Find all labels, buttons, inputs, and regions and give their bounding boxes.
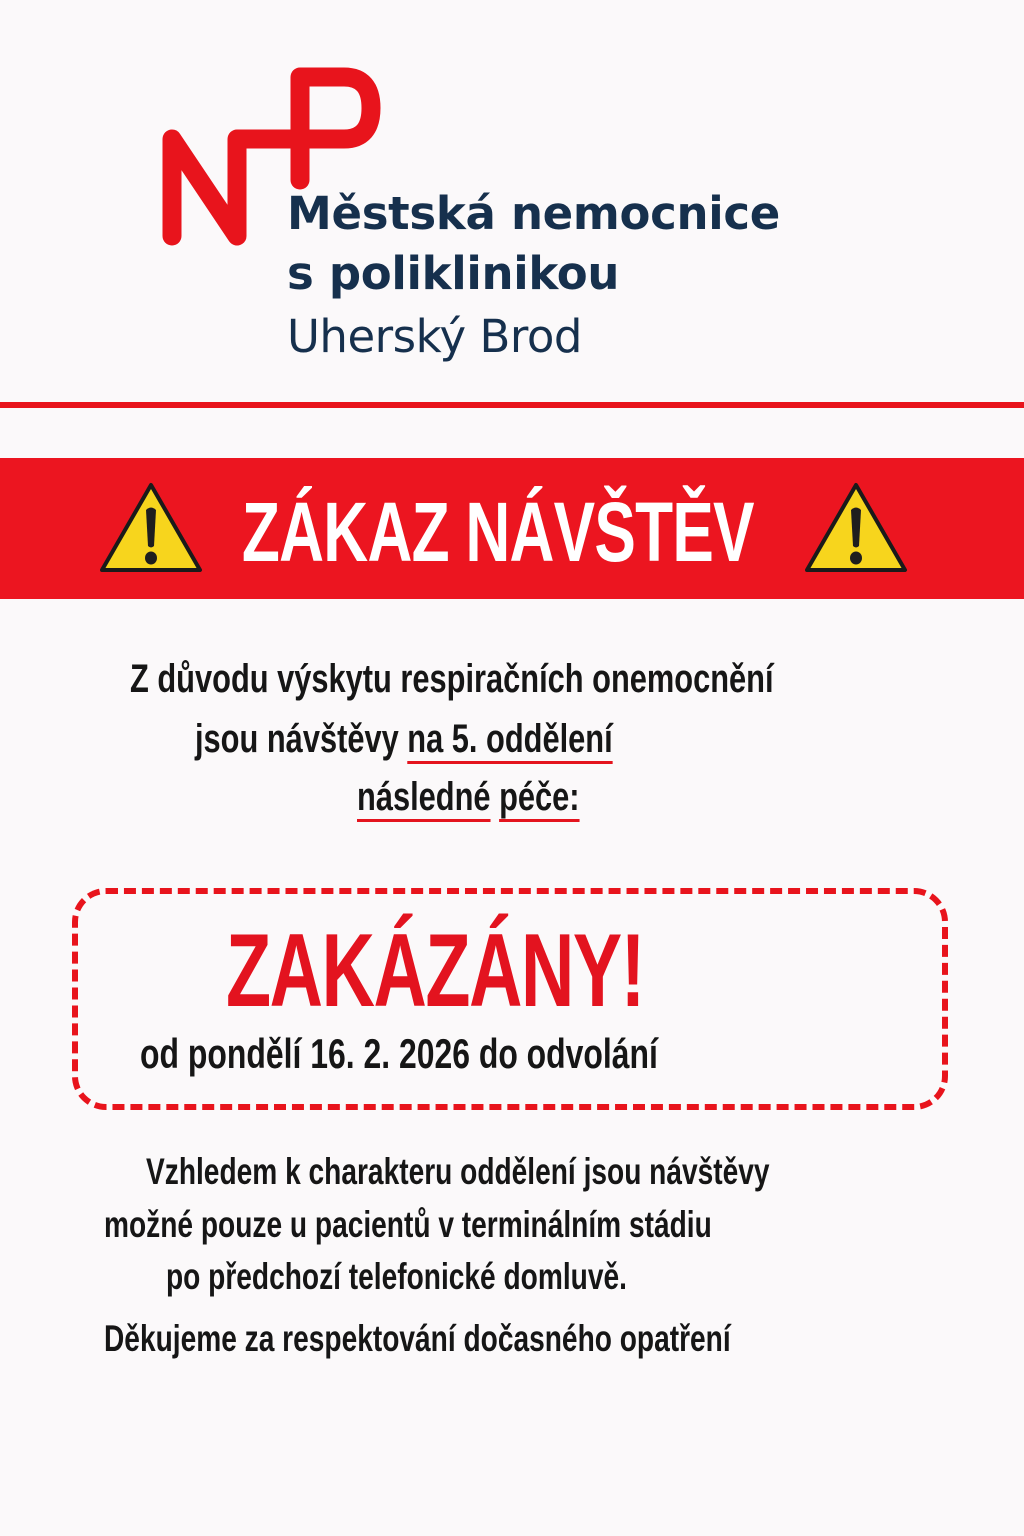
banned-status: ZAKÁZÁNY!	[226, 913, 644, 1029]
ward-type-highlight: následné	[357, 775, 491, 819]
exception-line-2: možné pouze u pacientů v terminálním stádiu	[104, 1204, 712, 1245]
banner-title-text: ZÁKAZ NÁVŠTĚV	[241, 484, 754, 579]
ward-type-highlight: péče:	[499, 775, 580, 819]
hospital-name-line-2: s poliklinikou	[287, 247, 620, 300]
banner-title	[217, 482, 778, 582]
hospital-name-line-1: Městská nemocnice	[287, 187, 780, 240]
intro-line-2	[195, 717, 613, 762]
warning-icon	[803, 480, 909, 576]
effective-period: od pondělí 16. 2. 2026 do odvolání	[140, 1030, 658, 1077]
closing-thanks: Děkujeme za respektování dočasného opatření	[104, 1318, 731, 1359]
hospital-city: Uherský Brod	[287, 310, 582, 363]
intro-text: jsou návštěvy	[195, 717, 408, 761]
intro-line-3	[357, 775, 580, 820]
spacer	[491, 775, 500, 819]
exception-line-3: po předchozí telefonické domluvě.	[166, 1256, 627, 1297]
ward-highlight: na 5. oddělení	[407, 717, 613, 761]
warning-icon	[98, 480, 204, 576]
header-divider	[0, 402, 1024, 408]
exception-line-1: Vzhledem k charakteru oddělení jsou návštěvy	[146, 1151, 770, 1192]
intro-line-1: Z důvodu výskytu respiračních onemocnění	[130, 657, 774, 701]
